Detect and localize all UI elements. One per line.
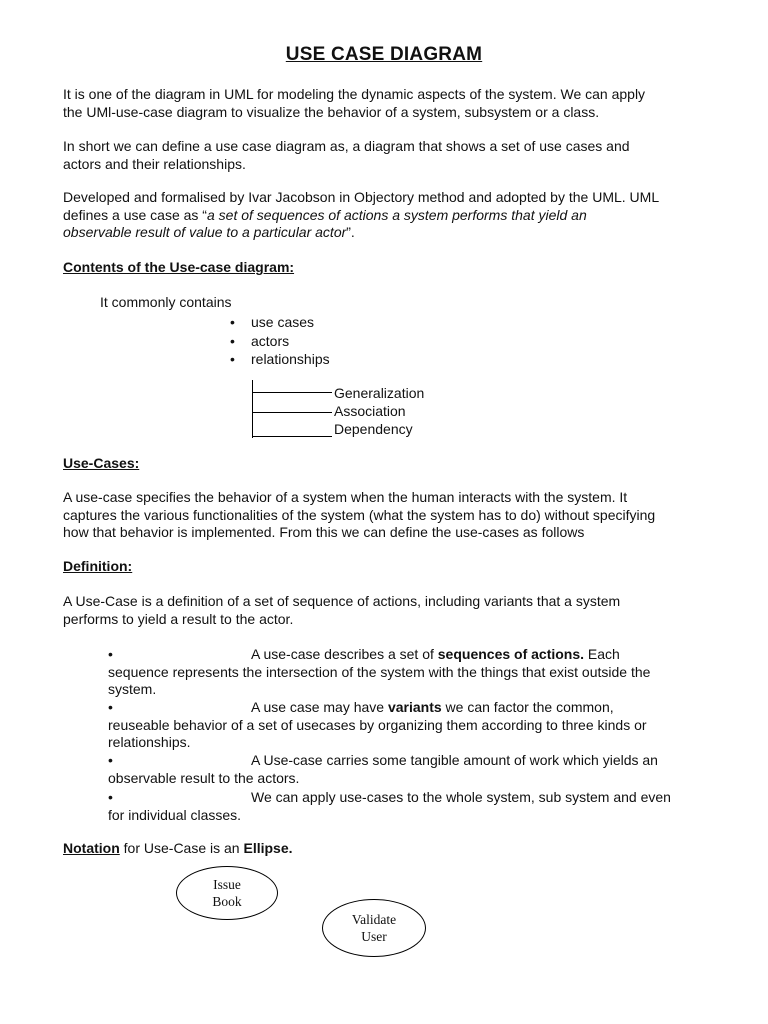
list-item: • actors (230, 332, 330, 351)
text-line: the UMl-use-case diagram to visualize the behavior of a system, subsystem or a class. (63, 103, 600, 120)
relationship-lines (248, 378, 334, 440)
definition-paragraph (63, 593, 704, 628)
text-line: captures the various functionalities of the system (what the system has to do) without specifying (63, 506, 656, 523)
intro-paragraph-2 (63, 138, 704, 173)
text-line: A use-case specifies the behavior of a system when the human interacts with the system. It (63, 489, 628, 505)
ellipse-label: Issue (213, 877, 241, 892)
text-line (108, 789, 704, 807)
list-item: • use cases (230, 313, 330, 332)
text-line (108, 699, 704, 717)
text-span: defines a use case as “ (63, 206, 207, 223)
ellipse-label: Book (212, 894, 242, 909)
relationship-dependency: Dependency (334, 421, 413, 437)
text-line: It is one of the diagram in UML for modeling the dynamic aspects of the system. We can apply (63, 86, 646, 102)
bullet-dot: • (108, 646, 113, 662)
text-line: In short we can define a use case diagram as, a diagram that shows a set of use cases and (63, 138, 630, 154)
text-line: actors and their relationships. (63, 155, 246, 172)
contents-lead: It commonly contains (100, 294, 232, 310)
text-line: how that behavior is implemented. From this we can define the use-cases as follows (63, 524, 585, 540)
text-span: We can apply use-cases to the whole system, sub system and even (251, 789, 671, 805)
contents-heading: Contents of the Use-case diagram: (63, 259, 295, 275)
definition-bullet-4 (108, 789, 704, 824)
text-span: A use-case describes a set of (251, 646, 438, 662)
notation-label: Notation (63, 840, 120, 856)
ellipse-label: User (361, 929, 387, 944)
definition-bullet-2 (108, 699, 704, 752)
text-line: relationships. (108, 734, 191, 750)
bold-term: variants (387, 699, 442, 715)
definition-heading: Definition: (63, 558, 133, 574)
text-line: sequence represents the intersection of the system with the things that exist outside the (108, 663, 651, 680)
text-span: for Use-Case is an (119, 840, 244, 856)
text-line (63, 224, 704, 242)
use-cases-paragraph (63, 489, 704, 542)
text-span: we can factor the common, (441, 699, 614, 715)
text-line: Developed and formalised by Ivar Jacobson in Objectory method and adopted by the UML. UML (63, 189, 660, 205)
bold-term: sequences of actions. (437, 646, 585, 662)
list-item: • relationships (230, 350, 330, 369)
bullet-dot: • (108, 752, 113, 768)
text-line: reuseable behavior of a set of usecases by organizing them according to three kinds or (108, 716, 647, 733)
use-cases-heading: Use-Cases: (63, 455, 140, 471)
relationship-generalization: Generalization (334, 385, 425, 401)
bullet-dot: • (108, 789, 113, 805)
text-line: system. (108, 681, 157, 697)
bold-term: Ellipse. (243, 840, 293, 856)
relationship-labels (334, 384, 424, 438)
intro-paragraph-3 (63, 189, 704, 242)
page-title: USE CASE DIAGRAM (285, 44, 483, 65)
text-line (63, 207, 704, 225)
definition-bullet-1 (108, 646, 704, 699)
intro-paragraph-1 (63, 86, 704, 121)
ellipse-label: Validate (351, 912, 397, 927)
text-line (108, 752, 704, 770)
relationship-association: Association (334, 403, 406, 419)
contents-list (230, 313, 330, 369)
text-line: observable result to the actors. (108, 769, 300, 786)
text-span: ”. (346, 224, 355, 240)
text-span: A use case may have (251, 699, 388, 715)
text-line (108, 646, 704, 664)
definition-bullet-3 (108, 752, 704, 787)
text-span: Each (584, 646, 620, 662)
quote-italic: a set of sequences of actions a system performs that yield an (206, 206, 587, 223)
text-line: A Use-Case is a definition of a set of sequence of actions, including variants that a system (63, 593, 621, 609)
quote-italic: observable result of value to a particular actor (63, 224, 347, 240)
text-line: performs to yield a result to the actor. (63, 610, 294, 627)
use-case-ellipse-validate-user (322, 899, 426, 957)
text-span: A Use-case carries some tangible amount of work which yields an (251, 752, 658, 768)
use-case-ellipse-issue-book (176, 866, 278, 920)
text-line: for individual classes. (108, 806, 242, 823)
notation-line (63, 840, 293, 856)
bullet-dot: • (108, 699, 113, 715)
